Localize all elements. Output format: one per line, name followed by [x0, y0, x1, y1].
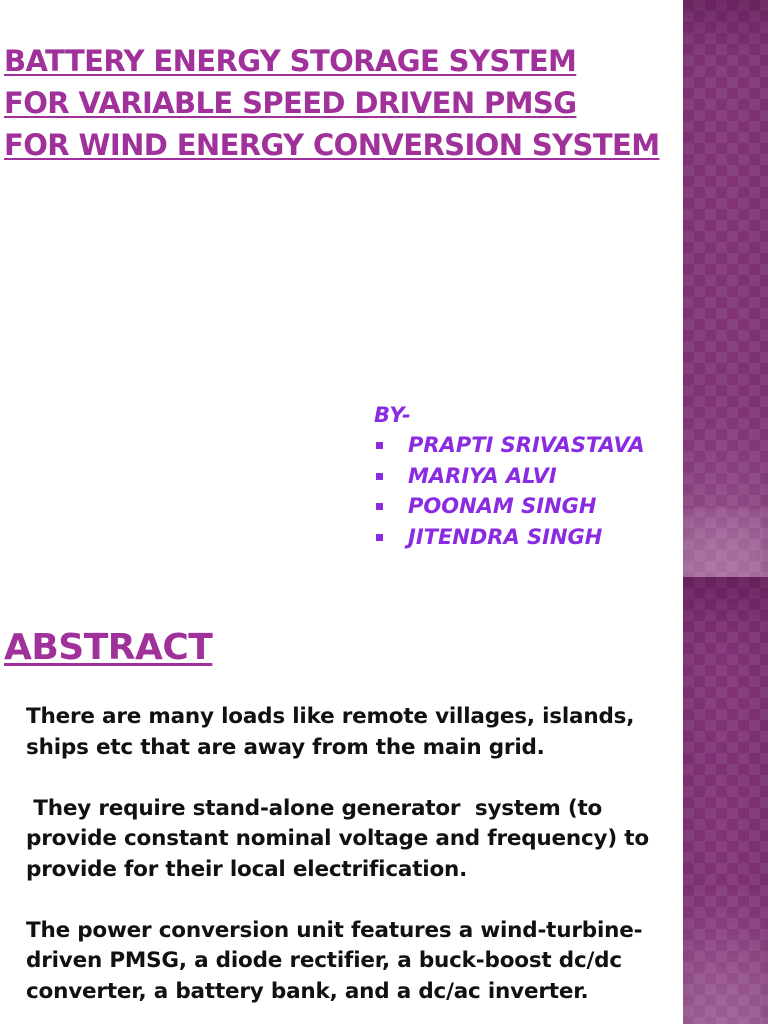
abstract-paragraph: There are many loads like remote villages, islands, ships etc that are away from the main grid. [26, 704, 635, 760]
author-name: MARIYA ALVI [408, 463, 557, 488]
paper-title [4, 40, 679, 166]
square-bullet-icon [376, 534, 383, 541]
title-line-1: BATTERY ENERGY STORAGE SYSTEM [4, 44, 577, 78]
decorative-side-band-bottom [683, 577, 768, 1024]
abstract-paragraph: The power conversion unit features a wind-turbine- driven PMSG, a diode rectifier, a buck-boost dc/dc converter, a battery bank, and a dc/ac inverter. [26, 917, 643, 1004]
author-item [374, 522, 674, 553]
square-bullet-icon [376, 442, 383, 449]
author-name: PRAPTI SRIVASTAVA [408, 433, 645, 457]
abstract-paragraph: They require stand-alone generator system (to provide constant nominal voltage and frequency) to provide for their local electrification. [26, 795, 649, 882]
square-bullet-icon [376, 503, 383, 510]
author-item [374, 430, 674, 461]
author-item [374, 491, 674, 522]
authors-label: BY- [374, 403, 412, 427]
title-line-3: FOR WIND ENERGY CONVERSION SYSTEM [4, 128, 660, 162]
author-name: JITENDRA SINGH [408, 524, 603, 549]
author-item [374, 461, 674, 492]
author-list [374, 400, 674, 552]
square-bullet-icon [376, 473, 383, 480]
title-line-2: FOR VARIABLE SPEED DRIVEN PMSG [4, 86, 577, 120]
abstract-body [26, 702, 676, 1024]
abstract-heading: ABSTRACT [4, 627, 213, 668]
decorative-side-band-top [683, 0, 768, 577]
author-name: POONAM SINGH [408, 494, 597, 518]
